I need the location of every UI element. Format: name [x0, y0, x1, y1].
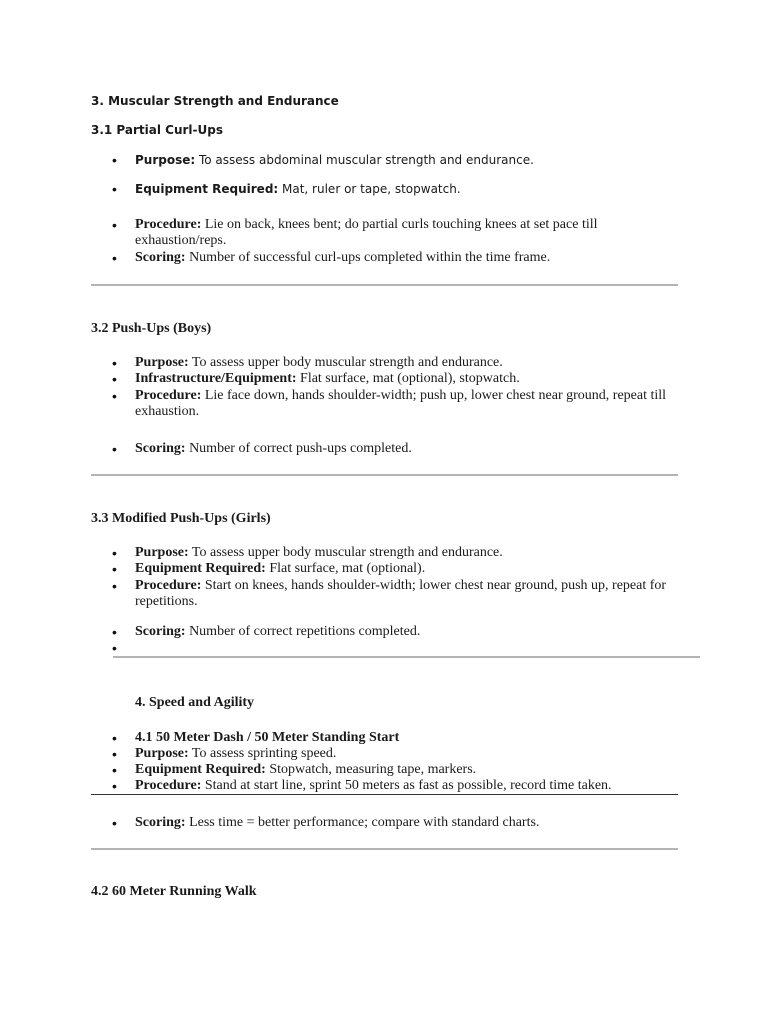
- subheading-modified-push-ups-girls: 3.3 Modified Push-Ups (Girls): [91, 511, 271, 526]
- list-item-purpose: [135, 152, 675, 168]
- list-item-procedure: [135, 388, 675, 420]
- bullet-label: Equipment Required:: [135, 561, 266, 576]
- subheading-60m-running-walk: 4.2 60 Meter Running Walk: [91, 884, 257, 899]
- bullet-text: Lie on back, knees bent; do partial curls touching knees at set pace till exhaustion/reps.: [135, 217, 598, 248]
- bullet-label: Procedure:: [135, 217, 202, 232]
- list-item-equipment: [135, 561, 675, 577]
- bullet-text: To assess upper body muscular strength and endurance.: [188, 545, 503, 560]
- bullet-label: Equipment Required:: [135, 182, 279, 196]
- bullet-label: Scoring:: [135, 815, 186, 830]
- bullet-text: Stopwatch, measuring tape, markers.: [265, 762, 477, 777]
- bullet-label: Infrastructure/Equipment:: [135, 371, 297, 386]
- list-item-purpose: [135, 355, 675, 371]
- section-heading-muscular-strength: 3. Muscular Strength and Endurance: [91, 94, 339, 108]
- bullet-label: Equipment Required:: [135, 762, 266, 777]
- bullet-label: 4.1 50 Meter Dash / 50 Meter Standing Start: [135, 730, 400, 745]
- bullet-text: Number of correct repetitions completed.: [185, 624, 421, 639]
- bullet-text: Number of correct push-ups completed.: [185, 441, 412, 456]
- bullet-text: Number of successful curl-ups completed within the time frame.: [185, 250, 551, 265]
- list-item-procedure: [135, 578, 675, 610]
- list-item-procedure: [135, 217, 605, 249]
- section-heading-speed-agility: 4. Speed and Agility: [135, 695, 255, 710]
- bullet-label: Purpose:: [135, 545, 189, 560]
- horizontal-divider: [91, 474, 678, 476]
- bullet-text: Flat surface, mat (optional), stopwatch.: [296, 371, 520, 386]
- list-item-scoring: [135, 441, 675, 457]
- bullet-label: Purpose:: [135, 746, 189, 761]
- bullet-label: Scoring:: [135, 441, 186, 456]
- bullet-label: Scoring:: [135, 624, 186, 639]
- bullet-label: Scoring:: [135, 250, 186, 265]
- horizontal-divider: [91, 794, 678, 795]
- bullet-text: Start on knees, hands shoulder-width; lower chest near ground, push up, repeat for repetitions.: [135, 578, 667, 609]
- horizontal-divider: [91, 848, 678, 850]
- bullet-text: Flat surface, mat (optional).: [265, 561, 426, 576]
- bullet-label: Procedure:: [135, 388, 202, 403]
- bullet-text: To assess upper body muscular strength and endurance.: [188, 355, 503, 370]
- list-item-procedure: [135, 778, 675, 794]
- list-item-equipment: [135, 181, 675, 197]
- list-item-50m-dash: [135, 730, 675, 746]
- bullet-text: Mat, ruler or tape, stopwatch.: [278, 182, 461, 196]
- bullet-text: Stand at start line, sprint 50 meters as fast as possible, record time taken.: [201, 778, 612, 793]
- bullet-text: Lie face down, hands shoulder-width; push up, lower chest near ground, repeat till exhaustion.: [135, 388, 667, 419]
- bullet-label: Purpose:: [135, 355, 189, 370]
- subheading-push-ups-boys: 3.2 Push-Ups (Boys): [91, 321, 212, 336]
- bullet-text: To assess sprinting speed.: [188, 746, 337, 761]
- horizontal-divider: [91, 284, 678, 286]
- bullet-text: Less time = better performance; compare with standard charts.: [185, 815, 540, 830]
- bullet-text: To assess abdominal muscular strength and endurance.: [195, 153, 534, 167]
- list-item-equipment: [135, 762, 675, 778]
- list-item-purpose: [135, 545, 675, 561]
- bullet-label: Procedure:: [135, 578, 202, 593]
- list-item-equipment: [135, 371, 675, 387]
- list-item-purpose: [135, 746, 675, 762]
- bullet-label: Procedure:: [135, 778, 202, 793]
- list-item-scoring: [135, 250, 675, 266]
- list-item-scoring: [135, 624, 675, 640]
- bullet-label: Purpose:: [135, 153, 196, 167]
- subheading-partial-curl-ups: 3.1 Partial Curl-Ups: [91, 123, 223, 137]
- horizontal-divider: [113, 656, 700, 658]
- list-item-scoring: [135, 815, 675, 831]
